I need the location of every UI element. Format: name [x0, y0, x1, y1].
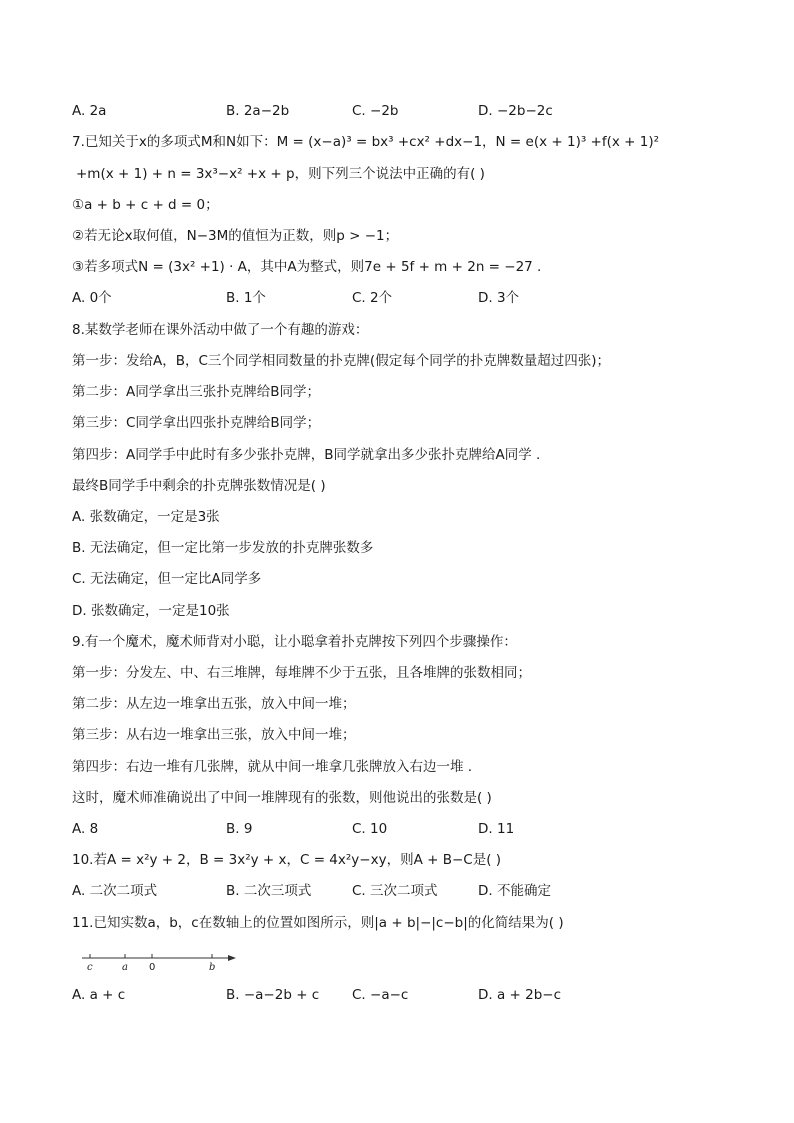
q9-question: 这时，魔术师准确说出了中间一堆牌现有的张数，则他说出的张数是( ): [72, 790, 492, 806]
q9-step3: 第三步：从右边一堆拿出三张，放入中间一堆；: [72, 727, 356, 743]
q8-step2: 第二步：A同学拿出三张扑克牌给B同学；: [72, 384, 320, 400]
q9-step2: 第二步：从左边一堆拿出五张，放入中间一堆；: [72, 696, 356, 712]
q6-option-d[interactable]: D. −2b−2c: [478, 103, 553, 119]
q6-option-a[interactable]: A. 2a: [72, 103, 107, 119]
q7-stem-line1: 7.已知关于x的多项式M和N如下：M = (x−a)³ = bx³ +cx² +dx−1，N = e(x + 1)³ +f(x + 1)²: [72, 134, 660, 150]
q10-option-a[interactable]: A. 二次二项式: [72, 883, 158, 899]
q8-option-b[interactable]: B. 无法确定，但一定比第一步发放的扑克牌张数多: [72, 540, 374, 556]
q8-option-a[interactable]: A. 张数确定，一定是3张: [72, 509, 220, 525]
q9-options: [72, 819, 752, 839]
q7-statement-3: ③若多项式N = (3x² +1) · A，其中A为整式，则7e + 5f + m + 2n = −27 .: [72, 259, 542, 275]
q8-step3: 第三步：C同学拿出四张扑克牌给B同学；: [72, 415, 321, 431]
q9-step4: 第四步：右边一堆有几张牌，就从中间一堆拿几张牌放入右边一堆 .: [72, 759, 473, 775]
q7-stem-line2: +m(x + 1) + n = 3x³−x² +x + p，则下列三个说法中正确的有( ): [76, 166, 485, 182]
q11-option-b[interactable]: B. −a−2b + c: [226, 987, 320, 1003]
q11-title: 11.已知实数a，b，c在数轴上的位置如图所示，则|a + b|−|c−b|的化简结果为( ): [72, 915, 564, 931]
q10-title: 10.若A = x²y + 2，B = 3x²y + x，C = 4x²y−xy，则A + B−C是( ): [72, 852, 502, 868]
q10-option-d[interactable]: D. 不能确定: [478, 883, 551, 899]
number-line-arrow: [228, 955, 236, 961]
number-line-figure: [80, 950, 250, 976]
q7-option-c[interactable]: C. 2个: [352, 290, 393, 306]
q6-options: [72, 101, 752, 121]
q8-title: 8.某数学老师在课外活动中做了一个有趣的游戏：: [72, 322, 369, 338]
q8-option-c[interactable]: C. 无法确定，但一定比A同学多: [72, 571, 262, 587]
q9-option-c[interactable]: C. 10: [352, 821, 388, 837]
q9-option-a[interactable]: A. 8: [72, 821, 99, 837]
axis-label-zero: 0: [149, 962, 156, 973]
q11-options: [72, 985, 752, 1005]
q9-option-b[interactable]: B. 9: [226, 821, 253, 837]
q7-options: [72, 288, 752, 308]
q7-option-a[interactable]: A. 0个: [72, 290, 112, 306]
q7-option-d[interactable]: D. 3个: [478, 290, 520, 306]
q10-option-b[interactable]: B. 二次三项式: [226, 883, 312, 899]
q11-option-a[interactable]: A. a + c: [72, 987, 126, 1003]
axis-label-a: a: [122, 962, 128, 973]
q9-step1: 第一步：分发左、中、右三堆牌，每堆牌不少于五张，且各堆牌的张数相同；: [72, 665, 531, 681]
q7-option-b[interactable]: B. 1个: [226, 290, 266, 306]
q9-title: 9.有一个魔术，魔术师背对小聪，让小聪拿着扑克牌按下列四个步骤操作：: [72, 634, 517, 650]
q11-option-c[interactable]: C. −a−c: [352, 987, 409, 1003]
q8-option-d[interactable]: D. 张数确定，一定是10张: [72, 603, 230, 619]
q9-option-d[interactable]: D. 11: [478, 821, 515, 837]
q8-step1: 第一步：发给A，B，C三个同学相同数量的扑克牌(假定每个同学的扑克牌数量超过四张)；: [72, 353, 610, 369]
q6-option-c[interactable]: C. −2b: [352, 103, 399, 119]
q11-option-d[interactable]: D. a + 2b−c: [478, 987, 562, 1003]
q7-statement-2: ②若无论x取何值，N−3M的值恒为正数，则p > −1；: [72, 228, 399, 244]
axis-label-b: b: [209, 962, 216, 973]
q8-step4: 第四步：A同学手中此时有多少张扑克牌，B同学就拿出多少张扑克牌给A同学 .: [72, 447, 541, 463]
q10-option-c[interactable]: C. 三次二项式: [352, 883, 438, 899]
q8-question: 最终B同学手中剩余的扑克牌张数情况是( ): [72, 478, 326, 494]
q10-options: [72, 881, 752, 901]
q6-option-b[interactable]: B. 2a−2b: [226, 103, 290, 119]
axis-label-c: c: [87, 962, 93, 973]
q7-statement-1: ①a + b + c + d = 0；: [72, 197, 219, 213]
